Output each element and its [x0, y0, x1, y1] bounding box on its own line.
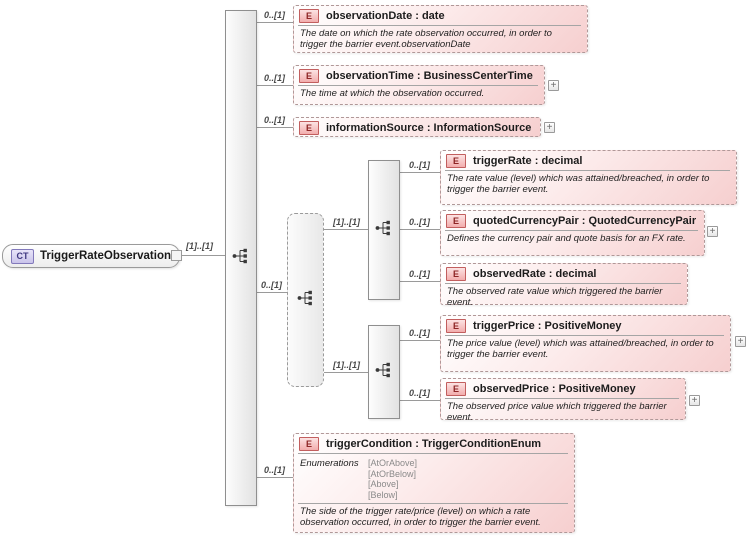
element-triggerCondition[interactable] [293, 433, 575, 533]
connector-quotedCurrencyPair [398, 229, 440, 230]
sequence-icon [374, 361, 394, 384]
expand-observationTime-button[interactable]: + [548, 80, 559, 91]
connector-observationTime [255, 85, 293, 86]
element-header [441, 379, 685, 397]
element-icon: E [299, 437, 319, 451]
optional-choice-group[interactable] [287, 213, 324, 387]
enumeration-value: [Below] [368, 489, 398, 500]
cardinality-triggerPrice: 0..[1] [409, 328, 431, 338]
complextype-title: TriggerRateObservation [40, 250, 172, 262]
enumeration-value: [AtOrBelow] [368, 468, 417, 479]
cardinality-observedRate: 0..[1] [409, 269, 431, 279]
connector-optional-group [255, 292, 287, 293]
connector-observationDate [255, 22, 293, 23]
element-annotation: Defines the currency pair and quote basis for an FX rate. [447, 233, 686, 244]
cardinality-rate-sequence: [1]..[1] [333, 217, 360, 227]
element-header [441, 316, 730, 334]
element-header [294, 66, 544, 84]
rate-sequence-compositor[interactable] [368, 160, 400, 300]
connector-triggerPrice [398, 340, 440, 341]
element-icon: E [446, 319, 466, 333]
complextype-TriggerRateObservation[interactable] [2, 244, 180, 268]
element-informationSource[interactable] [293, 117, 541, 137]
choice-icon [296, 289, 316, 312]
element-annotation: The rate value (level) which was attained/breached, in order to trigger the barrier event. [447, 173, 710, 195]
element-observationDate[interactable] [293, 5, 588, 53]
element-observationTime[interactable] [293, 65, 545, 105]
element-title: observedRate : decimal [473, 268, 597, 280]
enumeration-value: [Above] [368, 479, 399, 489]
connector-root [180, 255, 225, 256]
element-title: quotedCurrencyPair : QuotedCurrencyPair [473, 215, 697, 227]
connector-price-sequence [322, 372, 368, 373]
sequence-icon [374, 219, 394, 242]
element-title: informationSource : InformationSource [326, 122, 532, 134]
element-triggerRate[interactable] [440, 150, 737, 205]
element-title: observedPrice : PositiveMoney [473, 383, 636, 395]
cardinality-price-sequence: [1]..[1] [333, 360, 360, 370]
element-header [294, 6, 587, 24]
enumerations-label: Enumerations [300, 458, 359, 469]
sequence-icon [231, 247, 251, 270]
expand-quotedCurrencyPair-button[interactable]: + [707, 226, 718, 237]
element-icon: E [446, 214, 466, 228]
connector-informationSource [255, 127, 293, 128]
connector-rate-sequence [322, 229, 368, 230]
element-annotation: The time at which the observation occurred. [300, 88, 485, 99]
element-icon: E [446, 382, 466, 396]
element-annotation: The observed price value which triggered the barrier event. [447, 401, 667, 423]
price-sequence-compositor[interactable] [368, 325, 400, 419]
cardinality-observedPrice: 0..[1] [409, 388, 431, 398]
complextype-icon: CT [11, 249, 34, 264]
element-annotation: The date on which the rate observation occurred, in order to trigger the barrier event.observationDate [300, 28, 552, 50]
cardinality-observationDate: 0..[1] [264, 10, 286, 20]
element-triggerPrice[interactable] [440, 315, 731, 372]
cardinality-triggerCondition: 0..[1] [264, 465, 286, 475]
connector-observedRate [398, 281, 440, 282]
element-title: observationTime : BusinessCenterTime [326, 70, 533, 82]
main-sequence-compositor[interactable] [225, 10, 257, 506]
cardinality-root: [1]..[1] [186, 241, 213, 251]
element-observedRate[interactable] [440, 263, 688, 308]
connector-observedPrice [398, 400, 440, 401]
connector-triggerCondition [255, 477, 293, 478]
element-title: triggerPrice : PositiveMoney [473, 320, 622, 332]
enumerations-section [294, 454, 574, 502]
enumerations-values [368, 458, 417, 500]
connector-triggerRate [398, 172, 440, 173]
cardinality-triggerRate: 0..[1] [409, 160, 431, 170]
element-observedPrice[interactable] [440, 378, 686, 423]
element-icon: E [299, 9, 319, 23]
cardinality-informationSource: 0..[1] [264, 115, 286, 125]
element-header [294, 118, 540, 136]
cardinality-optional-group: 0..[1] [261, 280, 283, 290]
element-title: triggerRate : decimal [473, 155, 583, 167]
expand-triggerPrice-button[interactable]: + [735, 336, 746, 347]
element-header [441, 211, 704, 229]
element-icon: E [299, 69, 319, 83]
element-header [441, 264, 687, 282]
collapse-toggle[interactable] [171, 250, 182, 261]
element-annotation: The side of the trigger rate/price (level) on which a rate observation occurred, in order to trigger the barrier event. [300, 506, 541, 528]
element-annotation: The observed rate value which triggered the barrier event. [447, 286, 663, 308]
cardinality-observationTime: 0..[1] [264, 73, 286, 83]
enumeration-value: [AtOrAbove] [368, 458, 418, 468]
element-header [441, 151, 736, 169]
element-icon: E [446, 154, 466, 168]
expand-informationSource-button[interactable]: + [544, 122, 555, 133]
element-icon: E [299, 121, 319, 135]
element-annotation: The price value (level) which was attained/breached, in order to trigger the barrier event. [447, 338, 714, 360]
element-icon: E [446, 267, 466, 281]
cardinality-quotedCurrencyPair: 0..[1] [409, 217, 431, 227]
element-title: triggerCondition : TriggerConditionEnum [326, 438, 542, 450]
element-title: observationDate : date [326, 10, 445, 22]
element-header [294, 434, 574, 452]
expand-observedPrice-button[interactable]: + [689, 395, 700, 406]
element-quotedCurrencyPair[interactable] [440, 210, 705, 256]
